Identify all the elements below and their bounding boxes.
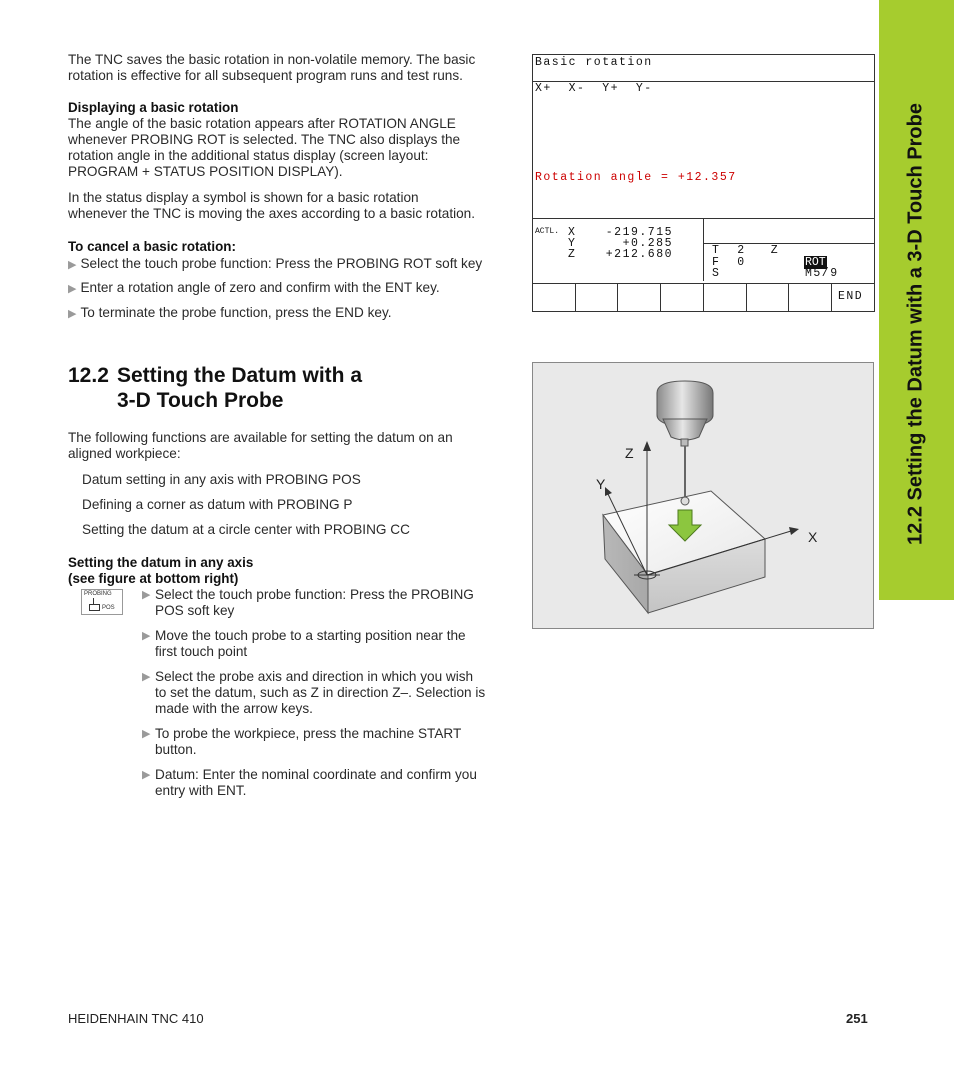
- pos-value-x: -219.715: [605, 226, 673, 239]
- screen-axes: X+ X- Y+ Y-: [535, 82, 653, 95]
- cancel-step-text: Enter a rotation angle of zero and confirm with the ENT key.: [80, 280, 440, 295]
- rotation-angle-text: Rotation angle = +12.357: [535, 171, 737, 184]
- status-paragraph: [68, 190, 518, 222]
- section-number: 12.2: [68, 364, 109, 387]
- cancel-step: [68, 280, 518, 297]
- function-item: Setting the datum at a circle center with PROBING CC: [82, 522, 410, 537]
- workpiece-icon: [89, 604, 100, 611]
- step-line: POS soft key: [155, 603, 235, 618]
- status-tool: T 2 Z: [712, 244, 780, 257]
- probe-shank: [663, 419, 707, 440]
- bullet-triangle-icon: ▶: [68, 283, 77, 295]
- any-axis-subheading: (see figure at bottom right): [68, 571, 239, 586]
- screen-title: Basic rotation: [535, 56, 653, 69]
- step-line: To probe the workpiece, press the machine START: [155, 726, 462, 741]
- softkey-1[interactable]: [575, 283, 576, 311]
- screen-divider: [703, 218, 704, 281]
- any-axis-step: [142, 587, 512, 619]
- any-axis-step: [142, 628, 512, 660]
- status-line: In the status display a symbol is shown for a basic rotation: [68, 190, 419, 205]
- axis-label-x: X: [808, 529, 818, 545]
- display-line: whenever PROBING ROT is selected. The TNC also displays the: [68, 132, 461, 147]
- section-intro-line: The following functions are available for setting the datum on an: [68, 430, 453, 445]
- status-spindle: S: [712, 267, 721, 280]
- step-line: button.: [155, 742, 197, 757]
- probe-collar: [681, 439, 688, 446]
- any-axis-step: [142, 669, 512, 717]
- step-line: Select the probe axis and direction in which you wish: [155, 669, 474, 684]
- z-axis-arrow-icon: [643, 441, 651, 451]
- key-label-bottom: POS: [102, 605, 115, 611]
- bullet-triangle-icon: ▶: [142, 769, 151, 781]
- section-title-line: 3-D Touch Probe: [117, 389, 284, 412]
- any-axis-step: [142, 726, 512, 758]
- cancel-step-text: To terminate the probe function, press the END key.: [80, 305, 392, 320]
- section-intro: [68, 430, 518, 462]
- softkey-end[interactable]: END: [838, 290, 864, 303]
- display-line: The angle of the basic rotation appears after ROTATION ANGLE: [68, 116, 456, 131]
- bullet-triangle-icon: ▶: [68, 259, 77, 271]
- status-m: M5/9: [805, 267, 839, 280]
- actl-label: ACTL.: [535, 227, 560, 236]
- intro-paragraph: [68, 52, 518, 84]
- pos-value-z: +212.680: [605, 248, 673, 261]
- softkey-2[interactable]: [617, 283, 618, 311]
- display-heading: Displaying a basic rotation: [68, 100, 239, 115]
- softkey-5[interactable]: [746, 283, 747, 311]
- any-axis-step: [142, 767, 512, 799]
- probe-illustration: [533, 363, 873, 628]
- intro-line: rotation is effective for all subsequent program runs and test runs.: [68, 68, 463, 83]
- bullet-triangle-icon: ▶: [142, 671, 151, 683]
- status-line: whenever the TNC is moving the axes according to a basic rotation.: [68, 206, 476, 221]
- step-line: Move the touch probe to a starting position near the: [155, 628, 466, 643]
- side-tab-text: 12.2 Setting the Datum with a 3-D Touch Probe: [904, 103, 927, 545]
- bullet-triangle-icon: ▶: [68, 308, 77, 320]
- section-title-line: Setting the Datum with a: [117, 364, 363, 387]
- softkey-3[interactable]: [660, 283, 661, 311]
- probing-pos-softkey[interactable]: [81, 589, 123, 615]
- axis-label-y: Y: [596, 476, 606, 492]
- pos-axis-x: X: [568, 226, 577, 239]
- step-line: to set the datum, such as Z in direction Z–. Selection is: [155, 685, 486, 700]
- axis-label-z: Z: [625, 445, 634, 461]
- cancel-step-text: Select the touch probe function: Press the PROBING ROT soft key: [80, 256, 483, 271]
- any-axis-heading: Setting the datum in any axis: [68, 555, 254, 570]
- probe-ball-icon: [681, 497, 689, 505]
- step-line: entry with ENT.: [155, 783, 247, 798]
- bullet-triangle-icon: ▶: [142, 589, 151, 601]
- footer-manual-name: HEIDENHAIN TNC 410: [68, 1011, 204, 1026]
- step-line: Select the touch probe function: Press the PROBING: [155, 587, 474, 602]
- key-label-top: PROBING: [84, 591, 112, 597]
- x-axis-arrow-icon: [789, 527, 799, 535]
- display-line: rotation angle in the additional status display (screen layout:: [68, 148, 429, 163]
- softkey-7[interactable]: [831, 283, 832, 311]
- bullet-triangle-icon: ▶: [142, 728, 151, 740]
- function-item: Defining a corner as datum with PROBING P: [82, 497, 353, 512]
- section-intro-line: aligned workpiece:: [68, 446, 181, 461]
- function-item: Datum setting in any axis with PROBING POS: [82, 472, 361, 487]
- softkey-4[interactable]: [703, 283, 704, 311]
- cancel-heading: To cancel a basic rotation:: [68, 239, 236, 254]
- page-number: 251: [846, 1011, 868, 1026]
- step-line: first touch point: [155, 644, 248, 659]
- tnc-screen: [532, 54, 875, 312]
- pos-axis-z: Z: [568, 248, 577, 261]
- touch-probe-figure: [532, 362, 874, 629]
- status-feed: F 0: [712, 256, 746, 269]
- cancel-step: [68, 305, 518, 322]
- cancel-step: [68, 256, 518, 273]
- display-line: PROGRAM + STATUS POSITION DISPLAY).: [68, 164, 343, 179]
- display-paragraph: [68, 116, 518, 180]
- intro-line: The TNC saves the basic rotation in non-volatile memory. The basic: [68, 52, 476, 67]
- rot-symbol-icon: ROT: [805, 256, 826, 269]
- softkey-6[interactable]: [788, 283, 789, 311]
- section-title: [68, 363, 363, 388]
- step-line: Datum: Enter the nominal coordinate and confirm you: [155, 767, 477, 782]
- pos-axis-y: Y: [568, 237, 577, 250]
- step-line: made with the arrow keys.: [155, 701, 313, 716]
- pos-value-y: +0.285: [622, 237, 673, 250]
- bullet-triangle-icon: ▶: [142, 630, 151, 642]
